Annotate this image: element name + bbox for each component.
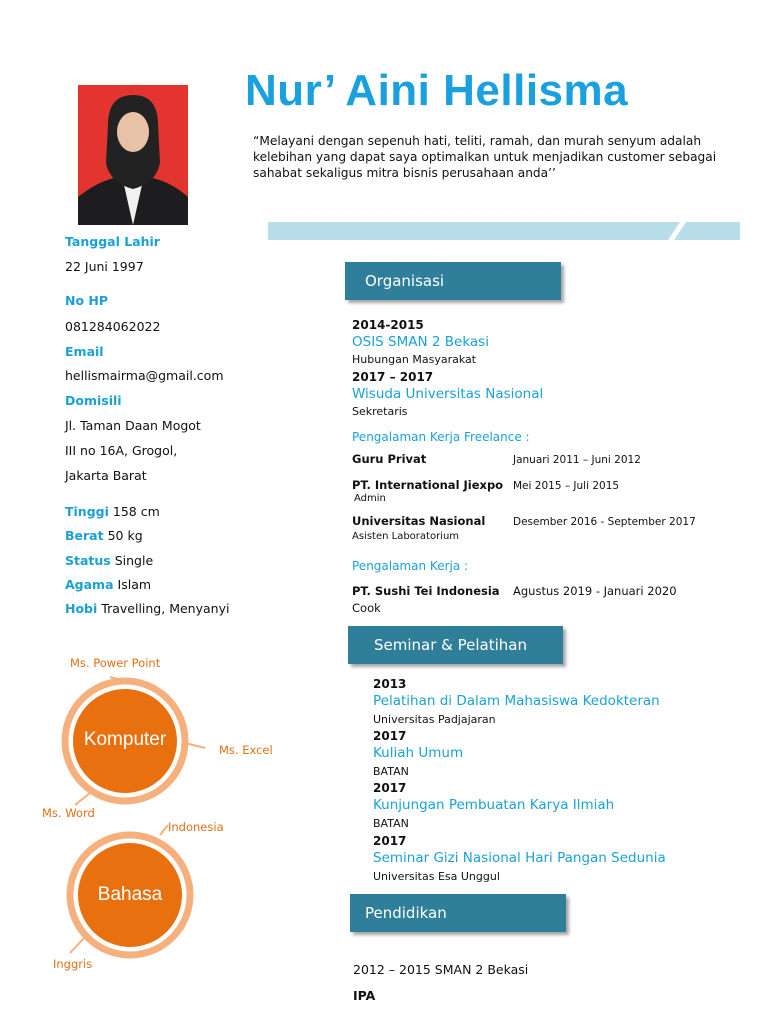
work-company-1: PT. Sushi Tei Indonesia bbox=[352, 584, 500, 598]
education-line-1: 2012 – 2015 SMAN 2 Bekasi bbox=[353, 962, 529, 977]
section-pendidikan-header: Pendidikan bbox=[350, 894, 566, 932]
weight-row bbox=[65, 528, 143, 543]
org-role-2: Sekretaris bbox=[352, 405, 408, 418]
work-title: Pengalaman Kerja : bbox=[352, 559, 469, 573]
profile-photo-image bbox=[78, 85, 188, 225]
weight-value: 50 kg bbox=[107, 528, 143, 543]
skills-diagram bbox=[30, 655, 280, 985]
seminar-year-3: 2017 bbox=[373, 781, 407, 795]
email-label: Email bbox=[65, 344, 104, 359]
seminar-org-4: Universitas Esa Unggul bbox=[373, 870, 500, 883]
org-year-2: 2017 – 2017 bbox=[352, 370, 434, 384]
weight-label: Berat bbox=[65, 528, 104, 543]
education-line-2: IPA bbox=[353, 988, 376, 1003]
org-name-2: Wisuda Universitas Nasional bbox=[352, 386, 544, 402]
domicile-label: Domisili bbox=[65, 393, 122, 408]
status-row bbox=[65, 553, 153, 568]
seminar-year-4: 2017 bbox=[373, 834, 407, 848]
skill-item-inggris: Inggris bbox=[53, 957, 93, 971]
skill-computer-title: Komputer bbox=[83, 729, 167, 750]
skill-language-title: Bahasa bbox=[97, 884, 163, 905]
status-value: Single bbox=[114, 553, 154, 568]
hobby-value: Travelling, Menyanyi bbox=[101, 601, 230, 616]
birth-label: Tanggal Lahir bbox=[65, 234, 160, 249]
seminar-org-2: BATAN bbox=[373, 765, 409, 778]
org-year-1: 2014-2015 bbox=[352, 318, 424, 332]
religion-label: Agama bbox=[65, 577, 114, 592]
religion-row bbox=[65, 577, 151, 592]
freelance-company-2: PT. International Jiexpo bbox=[352, 478, 504, 492]
org-role-1: Hubungan Masyarakat bbox=[352, 353, 477, 366]
birth-value: 22 Juni 1997 bbox=[65, 259, 144, 274]
seminar-name-1: Pelatihan di Dalam Mahasiswa Kedokteran bbox=[373, 693, 660, 709]
religion-value: Islam bbox=[117, 577, 152, 592]
seminar-name-2: Kuliah Umum bbox=[373, 745, 464, 761]
freelance-period-2: Mei 2015 – Juli 2015 bbox=[513, 480, 620, 492]
freelance-period-1: Januari 2011 – Juni 2012 bbox=[513, 454, 641, 466]
height-value: 158 cm bbox=[112, 504, 160, 519]
freelance-company-3: Universitas Nasional bbox=[352, 514, 486, 528]
seminar-org-1: Universitas Padjajaran bbox=[373, 713, 496, 726]
seminar-year-1: 2013 bbox=[373, 677, 407, 691]
skill-item-excel: Ms. Excel bbox=[219, 743, 273, 757]
work-role-1: Cook bbox=[352, 601, 381, 615]
skill-item-indonesia: Indonesia bbox=[168, 820, 224, 834]
hobby-row bbox=[65, 601, 229, 616]
domicile-line-3: Jakarta Barat bbox=[65, 468, 147, 483]
phone-label: No HP bbox=[65, 293, 109, 308]
domicile-line-2: III no 16A, Grogol, bbox=[65, 443, 178, 458]
phone-value: 081284062022 bbox=[65, 319, 161, 334]
freelance-role-2: Admin bbox=[354, 493, 386, 504]
personal-quote: “Melayani dengan sepenuh hati, teliti, ramah, dan murah senyum adalah kelebihan yang dapat saya optimalkan untuk menjadikan customer sebagai sahabat sekaligus mitra bisnis perusahaan anda’’ bbox=[253, 134, 717, 180]
email-value: hellismairma@gmail.com bbox=[65, 368, 224, 383]
seminar-name-3: Kunjungan Pembuatan Karya Ilmiah bbox=[373, 797, 615, 813]
status-label: Status bbox=[65, 553, 111, 568]
profile-photo bbox=[78, 85, 188, 225]
hobby-label: Hobi bbox=[65, 601, 98, 616]
freelance-company-1: Guru Privat bbox=[352, 452, 427, 466]
domicile-line-1: Jl. Taman Daan Mogot bbox=[65, 418, 201, 433]
freelance-period-3: Desember 2016 - September 2017 bbox=[513, 516, 696, 528]
height-label: Tinggi bbox=[65, 504, 109, 519]
work-period-1: Agustus 2019 - Januari 2020 bbox=[513, 584, 677, 598]
seminar-org-3: BATAN bbox=[373, 817, 409, 830]
section-organisasi-header: Organisasi bbox=[345, 262, 561, 300]
seminar-name-4: Seminar Gizi Nasional Hari Pangan Sedunia bbox=[373, 850, 666, 866]
org-name-1: OSIS SMAN 2 Bekasi bbox=[352, 334, 489, 350]
skill-item-powerpoint: Ms. Power Point bbox=[70, 656, 161, 670]
full-name: Nur’ Aini Hellisma bbox=[245, 66, 629, 115]
skill-item-word: Ms. Word bbox=[42, 806, 95, 820]
freelance-title: Pengalaman Kerja Freelance : bbox=[352, 430, 530, 444]
section-seminar-header: Seminar & Pelatihan bbox=[348, 626, 563, 664]
height-row bbox=[65, 504, 160, 519]
header-divider bbox=[268, 222, 740, 240]
freelance-role-3: Asisten Laboratorium bbox=[352, 531, 460, 542]
seminar-year-2: 2017 bbox=[373, 729, 407, 743]
